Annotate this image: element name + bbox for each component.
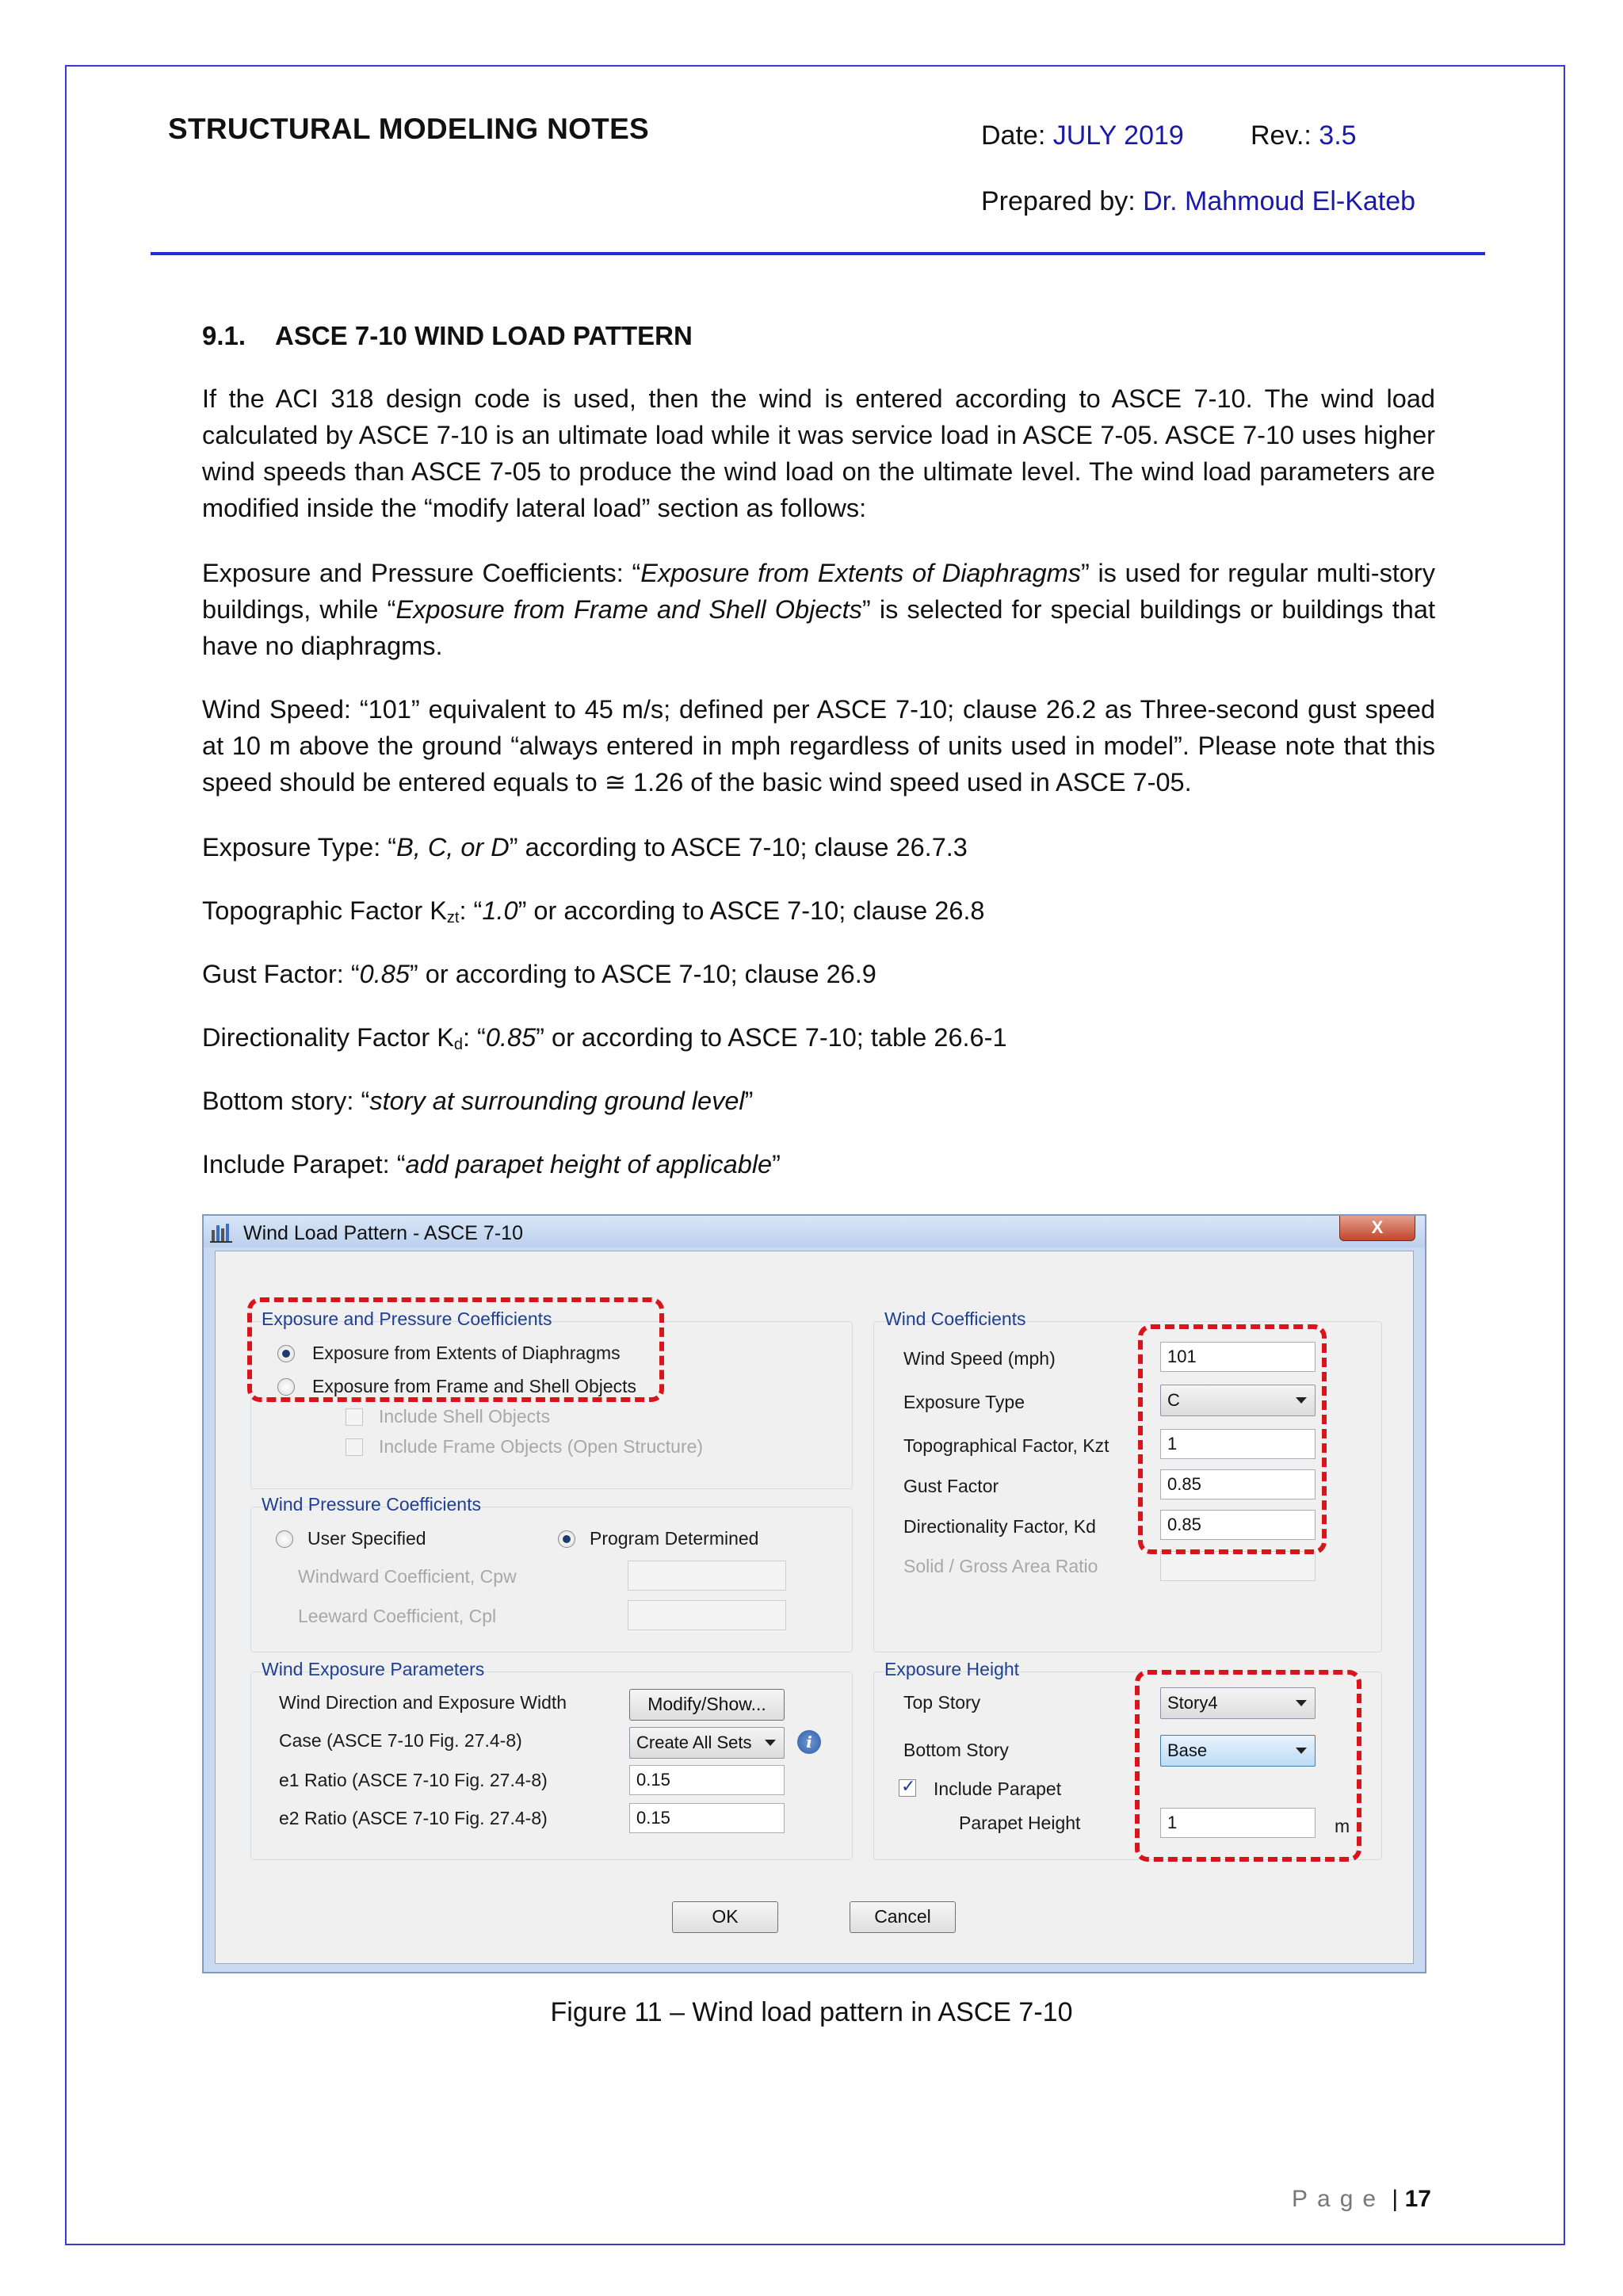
ok-button[interactable]: OK — [672, 1901, 778, 1933]
wind-coefficients-label: Wind Coefficients — [884, 1308, 1026, 1329]
page-footer — [1292, 2186, 1431, 2213]
radio-user-specified[interactable] — [276, 1530, 293, 1548]
topographic-factor-line: Topographic Factor $K_{zt}$: “1.0” or according to ASCE 7-10; clause 26.8 — [202, 896, 985, 926]
exposure-height-label: Exposure Height — [884, 1659, 1020, 1679]
exposure-diaphragms-label: Exposure from Extents of Diaphragms — [312, 1343, 621, 1363]
figure-caption: Figure 11 – Wind load pattern in ASCE 7-10 — [550, 1997, 1073, 2027]
gust-factor-line: Gust Factor: “0.85” or according to ASCE 7-10; clause 26.9 — [202, 960, 876, 988]
wind-speed-input[interactable]: 101 — [1160, 1342, 1316, 1372]
dialog-body — [215, 1251, 1414, 1964]
user-specified-label: User Specified — [307, 1528, 426, 1549]
bottom-story-line: Bottom story: “story at surrounding ground level” — [202, 1087, 754, 1115]
page-number: 17 — [1404, 2186, 1431, 2212]
windward-label: Windward Coefficient, Cpw — [298, 1566, 517, 1587]
kd-input[interactable]: 0.85 — [1160, 1510, 1316, 1540]
cancel-button[interactable]: Cancel — [850, 1901, 956, 1933]
program-determined-label: Program Determined — [590, 1528, 759, 1549]
highlight-exposure-height — [1135, 1670, 1361, 1862]
exposure-type-value: C — [1167, 1390, 1180, 1410]
wind-speed-paragraph: Wind Speed: “101” equivalent to 45 m/s; defined per ASCE 7-10; clause 26.2 as Three-second gust speed at 10 m above the ground “always entered in mph regardless of units used in model”. Please note that this speed should be entered equals to ≅ 1.26 of the basic wind speed used in ASCE 7-05. — [202, 695, 1435, 797]
e1-ratio-input[interactable]: 0.15 — [629, 1765, 785, 1795]
pressure-coefficients-label: Wind Pressure Coefficients — [262, 1494, 481, 1515]
include-parapet-checkbox[interactable] — [899, 1779, 916, 1797]
prepared-label: Prepared by: — [981, 186, 1136, 216]
app-icon — [210, 1222, 235, 1243]
e1-ratio-label: e1 Ratio (ASCE 7-10 Fig. 27.4-8) — [279, 1770, 548, 1790]
close-button[interactable]: X — [1339, 1216, 1415, 1241]
windward-input[interactable] — [628, 1561, 786, 1591]
include-shell-checkbox[interactable] — [346, 1408, 363, 1426]
top-story-label: Top Story — [903, 1692, 981, 1713]
section-title: ASCE 7-10 WIND LOAD PATTERN — [275, 321, 693, 350]
dialog-titlebar[interactable] — [204, 1216, 1425, 1247]
leeward-input[interactable] — [628, 1600, 786, 1630]
exposure-parameters-label: Wind Exposure Parameters — [262, 1659, 485, 1679]
header-date — [981, 120, 1184, 151]
case-value: Create All Sets — [636, 1733, 752, 1752]
prepared-value: Dr. Mahmoud El-Kateb — [1143, 186, 1416, 216]
rev-value: 3.5 — [1319, 120, 1357, 151]
kzt-label: Topographical Factor, Kzt — [903, 1435, 1109, 1456]
header-rule — [151, 252, 1485, 255]
exposure-type-label: Exposure Type — [903, 1392, 1025, 1412]
header-revision — [1251, 120, 1357, 151]
include-shell-label: Include Shell Objects — [379, 1406, 551, 1427]
exposure-type-line: Exposure Type: “B, C, or D” according to ASCE 7-10; clause 26.7.3 — [202, 833, 968, 861]
exposure-coefficients-label: Exposure and Pressure Coefficients — [262, 1308, 552, 1329]
include-parapet-line: Include Parapet: “add parapet height of applicable” — [202, 1150, 781, 1179]
solid-gross-label: Solid / Gross Area Ratio — [903, 1556, 1098, 1576]
header-prepared-by — [981, 186, 1415, 217]
page-separator: | — [1392, 2186, 1399, 2212]
solid-gross-input[interactable] — [1160, 1551, 1316, 1581]
include-frame-label: Include Frame Objects (Open Structure) — [379, 1436, 704, 1457]
bottom-story-label: Bottom Story — [903, 1740, 1009, 1760]
kd-label: Directionality Factor, Kd — [903, 1516, 1096, 1537]
leeward-label: Leeward Coefficient, Cpl — [298, 1606, 497, 1626]
e2-ratio-label: e2 Ratio (ASCE 7-10 Fig. 27.4-8) — [279, 1808, 548, 1828]
section-heading — [202, 321, 693, 351]
include-frame-checkbox[interactable] — [346, 1438, 363, 1456]
parapet-height-unit: m — [1335, 1816, 1350, 1836]
top-story-value: Story4 — [1167, 1693, 1218, 1713]
gust-factor-input[interactable]: 0.85 — [1160, 1469, 1316, 1499]
dialog-title: Wind Load Pattern - ASCE 7-10 — [243, 1222, 523, 1244]
section-number: 9.1. — [202, 321, 246, 350]
modify-show-button[interactable]: Modify/Show... — [629, 1689, 785, 1721]
radio-program-determined[interactable] — [558, 1530, 575, 1548]
info-icon[interactable]: i — [797, 1730, 821, 1754]
gust-factor-label: Gust Factor — [903, 1476, 999, 1496]
case-label: Case (ASCE 7-10 Fig. 27.4-8) — [279, 1730, 522, 1751]
include-parapet-label: Include Parapet — [934, 1778, 1062, 1799]
rev-label: Rev.: — [1251, 120, 1312, 151]
highlight-wind-coefficients — [1138, 1324, 1327, 1554]
date-label: Date: — [981, 120, 1046, 151]
intro-paragraph: If the ACI 318 design code is used, then the wind is entered according to ASCE 7-10. The wind load calculated by ASCE 7-10 is an ultimate load while it was service load in ASCE 7-05. ASCE 7-10 uses higher wind speeds than ASCE 7-05 to produce the wind load on the ultimate level. The wind load parameters are modified inside the “modify lateral load” section as follows: — [202, 384, 1435, 522]
bottom-story-value: Base — [1167, 1740, 1208, 1760]
directionality-factor-line: Directionality Factor $K_d$: “0.85” or according to ASCE 7-10; table 26.6-1 — [202, 1023, 1007, 1053]
date-value: JULY 2019 — [1052, 120, 1184, 151]
exposure-frame-shell-label: Exposure from Frame and Shell Objects — [312, 1376, 637, 1396]
parapet-height-input[interactable]: 1 — [1160, 1808, 1316, 1838]
chevron-down-icon — [765, 1740, 776, 1746]
wind-load-pattern-dialog — [202, 1214, 1426, 1973]
highlight-exposure — [247, 1297, 664, 1402]
wind-direction-label: Wind Direction and Exposure Width — [279, 1692, 567, 1713]
exposure-coefficients-paragraph: Exposure and Pressure Coefficients: “Exposure from Extents of Diaphragms” is used for regular multi-story buildings, while “Exposure from Frame and Shell Objects” is selected for special buildings or buildings that have no diaphragms. — [202, 559, 1435, 660]
e2-ratio-input[interactable]: 0.15 — [629, 1803, 785, 1833]
kzt-input[interactable]: 1 — [1160, 1429, 1316, 1459]
wind-speed-label: Wind Speed (mph) — [903, 1348, 1056, 1369]
case-dropdown[interactable] — [629, 1727, 785, 1759]
parapet-height-label: Parapet Height — [959, 1813, 1081, 1833]
document-title: STRUCTURAL MODELING NOTES — [168, 113, 650, 145]
page-word: Page — [1292, 2186, 1386, 2212]
